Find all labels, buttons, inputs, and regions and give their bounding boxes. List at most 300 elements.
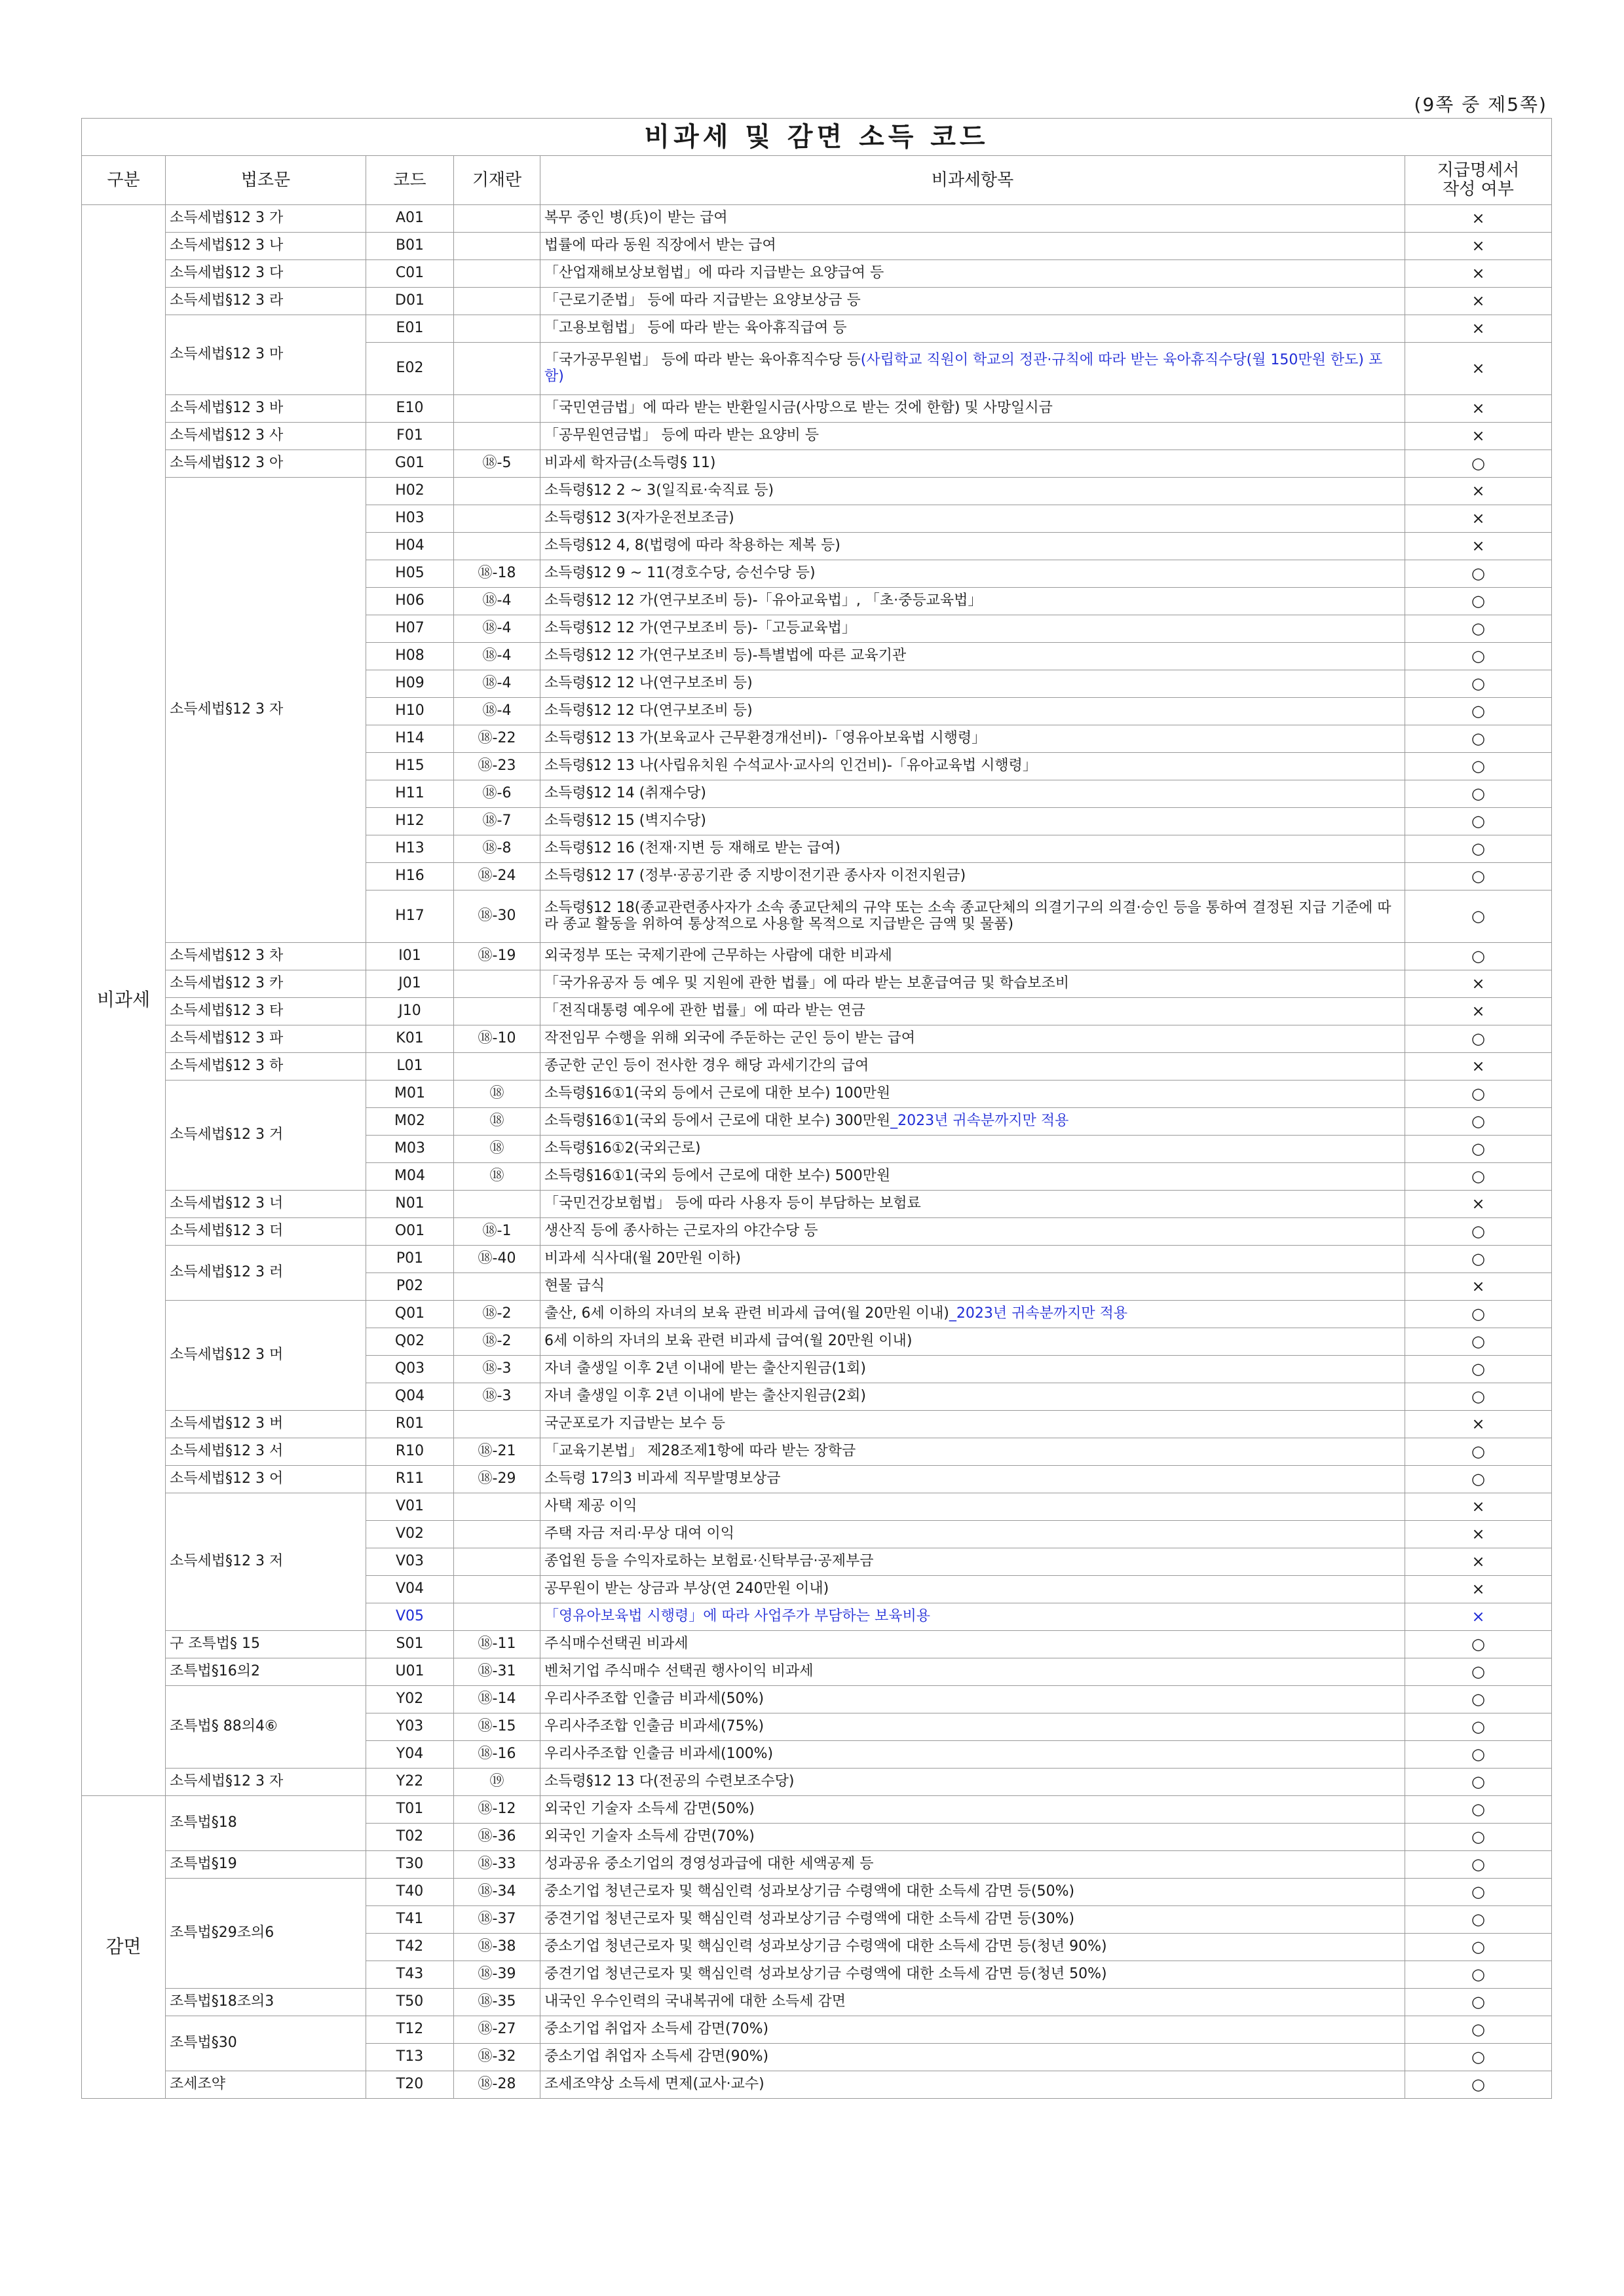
item-text: 조세조약상 소득세 면제(교사·교수) <box>544 2076 765 2093</box>
table-row <box>82 1218 1552 1246</box>
table-row <box>82 260 1552 288</box>
statement-mark: ○ <box>1405 1246 1552 1273</box>
item-cell <box>540 1961 1405 1989</box>
item-cell <box>540 1548 1405 1576</box>
item-cell <box>540 725 1405 753</box>
record-cell <box>454 395 540 423</box>
statement-mark: ○ <box>1405 780 1552 808</box>
item-cell <box>540 260 1405 288</box>
item-text: 소득령§12 4, 8(법령에 따라 착용하는 제복 등) <box>544 537 840 554</box>
code-cell: N01 <box>366 1191 454 1218</box>
item-note: _2023년 귀속분까지만 적용 <box>890 1113 1069 1130</box>
record-cell: ⑱-27 <box>454 2016 540 2044</box>
header-record: 기재란 <box>454 156 540 205</box>
code-cell: H13 <box>366 835 454 863</box>
law-cell: 소득세법§12 3 거 <box>166 1081 366 1191</box>
code-cell: H02 <box>366 478 454 505</box>
code-cell: T13 <box>366 2044 454 2071</box>
table-title: 비과세 및 감면 소득 코드 <box>82 119 1552 156</box>
statement-mark: ○ <box>1405 1989 1552 2016</box>
statement-mark: ○ <box>1405 1218 1552 1246</box>
record-cell: ⑱-39 <box>454 1961 540 1989</box>
item-cell <box>540 1356 1405 1383</box>
item-text: 종업원 등을 수익자로하는 보험료·신탁부금·공제부금 <box>544 1553 874 1570</box>
table-row <box>82 1989 1552 2016</box>
code-cell: V05 <box>366 1603 454 1631</box>
code-cell: Q01 <box>366 1301 454 1328</box>
statement-mark: ○ <box>1405 1906 1552 1934</box>
statement-mark: ○ <box>1405 1301 1552 1328</box>
law-cell: 소득세법§12 3 서 <box>166 1438 366 1466</box>
statement-mark: ○ <box>1405 1081 1552 1108</box>
record-cell <box>454 1493 540 1521</box>
record-cell: ⑱-4 <box>454 615 540 643</box>
law-cell: 소득세법§12 3 차 <box>166 943 366 970</box>
item-cell <box>540 1466 1405 1493</box>
table-row <box>82 1851 1552 1879</box>
law-cell: 조특법§18조의3 <box>166 1989 366 2016</box>
item-cell <box>540 615 1405 643</box>
record-cell <box>454 1053 540 1081</box>
table-row <box>82 943 1552 970</box>
statement-mark: × <box>1405 505 1552 533</box>
record-cell <box>454 288 540 315</box>
statement-mark: × <box>1405 395 1552 423</box>
statement-mark: ○ <box>1405 615 1552 643</box>
code-cell: H14 <box>366 725 454 753</box>
code-cell: O01 <box>366 1218 454 1246</box>
statement-mark: ○ <box>1405 1879 1552 1906</box>
item-text: 비과세 학자금(소득령§ 11) <box>544 455 716 472</box>
item-text: 복무 중인 병(兵)이 받는 급여 <box>544 210 728 227</box>
record-cell: ⑱-22 <box>454 725 540 753</box>
table-row <box>82 450 1552 478</box>
record-cell <box>454 1411 540 1438</box>
record-cell: ⑱-16 <box>454 1741 540 1769</box>
record-cell: ⑱-31 <box>454 1658 540 1686</box>
record-cell: ⑱-30 <box>454 890 540 943</box>
item-text: 「국민건강보험법」 등에 따라 사용자 등이 부담하는 보험료 <box>544 1195 921 1212</box>
item-cell <box>540 1906 1405 1934</box>
item-cell <box>540 1191 1405 1218</box>
code-cell: H04 <box>366 533 454 560</box>
record-cell: ⑱-38 <box>454 1934 540 1961</box>
code-cell: T20 <box>366 2071 454 2099</box>
code-cell: H06 <box>366 588 454 615</box>
record-cell: ⑱-29 <box>454 1466 540 1493</box>
item-cell <box>540 1824 1405 1851</box>
item-cell <box>540 643 1405 670</box>
header-statement-line2: 작성 여부 <box>1443 180 1514 199</box>
code-cell: H12 <box>366 808 454 835</box>
item-cell <box>540 698 1405 725</box>
item-cell <box>540 808 1405 835</box>
statement-mark: ○ <box>1405 1438 1552 1466</box>
statement-mark: ○ <box>1405 1713 1552 1741</box>
item-cell <box>540 1796 1405 1824</box>
item-cell <box>540 1163 1405 1191</box>
statement-mark: ○ <box>1405 1328 1552 1356</box>
item-cell <box>540 1438 1405 1466</box>
statement-mark: ○ <box>1405 2016 1552 2044</box>
statement-mark: × <box>1405 1053 1552 1081</box>
item-text: 소득령§16①2(국외근로) <box>544 1140 701 1157</box>
code-cell: M02 <box>366 1108 454 1136</box>
code-cell: J10 <box>366 998 454 1025</box>
item-cell <box>540 998 1405 1025</box>
statement-mark: ○ <box>1405 943 1552 970</box>
item-cell <box>540 1053 1405 1081</box>
table-row <box>82 1246 1552 1273</box>
table-row <box>82 1438 1552 1466</box>
law-cell: 소득세법§12 3 타 <box>166 998 366 1025</box>
record-cell <box>454 1521 540 1548</box>
item-text: 소득령§12 9 ~ 11(경호수당, 승선수당 등) <box>544 565 816 582</box>
statement-mark: ○ <box>1405 1383 1552 1411</box>
table-row <box>82 288 1552 315</box>
item-text: 소득령§16①1(국외 등에서 근로에 대한 보수) 100만원 <box>544 1085 891 1102</box>
table-row <box>82 1493 1552 1521</box>
item-text: 「국가공무원법」 등에 따라 받는 육아휴직수당 등 <box>544 352 861 369</box>
code-cell: E02 <box>366 343 454 395</box>
item-text: 소득령§12 17 (정부·공공기관 중 지방이전기관 종사자 이전지원금) <box>544 868 966 885</box>
item-text: 주택 자금 저리·무상 대여 이익 <box>544 1525 734 1542</box>
record-cell <box>454 998 540 1025</box>
table-row <box>82 1466 1552 1493</box>
table-row <box>82 315 1552 343</box>
code-cell: T12 <box>366 2016 454 2044</box>
item-text: 주식매수선택권 비과세 <box>544 1636 689 1653</box>
record-cell <box>454 505 540 533</box>
item-text: 「교육기본법」 제28조제1항에 따라 받는 장학금 <box>544 1443 856 1460</box>
item-text: 외국인 기술자 소득세 감면(70%) <box>544 1828 755 1845</box>
code-cell: H11 <box>366 780 454 808</box>
statement-mark: × <box>1405 1191 1552 1218</box>
law-cell: 소득세법§12 3 아 <box>166 450 366 478</box>
statement-mark: ○ <box>1405 1934 1552 1961</box>
code-cell: V02 <box>366 1521 454 1548</box>
item-cell <box>540 1383 1405 1411</box>
item-text: 소득령§12 12 나(연구보조비 등) <box>544 675 753 692</box>
code-cell: I01 <box>366 943 454 970</box>
item-cell <box>540 1411 1405 1438</box>
statement-mark: ○ <box>1405 1851 1552 1879</box>
statement-mark: × <box>1405 1576 1552 1603</box>
statement-mark: × <box>1405 233 1552 260</box>
law-cell: 소득세법§12 3 버 <box>166 1411 366 1438</box>
statement-mark: × <box>1405 343 1552 395</box>
header-category: 구분 <box>82 156 166 205</box>
item-text: 「국민연금법」에 따라 받는 반환일시금(사망으로 받는 것에 한함) 및 사망일시금 <box>544 400 1053 417</box>
item-cell <box>540 560 1405 588</box>
statement-mark: ○ <box>1405 1769 1552 1796</box>
tax-code-table <box>81 118 1552 2099</box>
item-cell <box>540 1025 1405 1053</box>
table-row <box>82 395 1552 423</box>
table-row <box>82 1686 1552 1713</box>
statement-mark: ○ <box>1405 1631 1552 1658</box>
record-cell: ⑲ <box>454 1769 540 1796</box>
record-cell: ⑱-23 <box>454 753 540 780</box>
record-cell: ⑱ <box>454 1136 540 1163</box>
item-text: 공무원이 받는 상금과 부상(연 240만원 이내) <box>544 1580 829 1598</box>
code-cell: H05 <box>366 560 454 588</box>
table-row <box>82 2071 1552 2099</box>
item-cell <box>540 1769 1405 1796</box>
item-text: 소득령§12 15 (벽지수당) <box>544 813 706 830</box>
code-cell: V04 <box>366 1576 454 1603</box>
code-cell: Q03 <box>366 1356 454 1383</box>
record-cell: ⑱-19 <box>454 943 540 970</box>
law-cell: 소득세법§12 3 카 <box>166 970 366 998</box>
record-cell: ⑱-6 <box>454 780 540 808</box>
law-cell: 소득세법§12 3 바 <box>166 395 366 423</box>
statement-mark: ○ <box>1405 560 1552 588</box>
record-cell <box>454 1548 540 1576</box>
law-cell: 구 조특법§ 15 <box>166 1631 366 1658</box>
statement-mark: × <box>1405 205 1552 233</box>
item-cell <box>540 288 1405 315</box>
code-cell: Y03 <box>366 1713 454 1741</box>
item-cell <box>540 1989 1405 2016</box>
law-cell: 소득세법§12 3 파 <box>166 1025 366 1053</box>
item-cell <box>540 1108 1405 1136</box>
statement-mark: ○ <box>1405 2071 1552 2099</box>
code-cell: E01 <box>366 315 454 343</box>
record-cell <box>454 478 540 505</box>
item-cell <box>540 533 1405 560</box>
statement-mark: ○ <box>1405 1108 1552 1136</box>
item-text: 자녀 출생일 이후 2년 이내에 받는 출산지원금(2회) <box>544 1388 866 1405</box>
item-text: 현물 급식 <box>544 1278 605 1295</box>
record-cell: ⑱ <box>454 1163 540 1191</box>
statement-mark: ○ <box>1405 1658 1552 1686</box>
statement-mark: ○ <box>1405 1961 1552 1989</box>
law-cell: 소득세법§12 3 마 <box>166 315 366 395</box>
statement-mark: × <box>1405 970 1552 998</box>
code-cell: T01 <box>366 1796 454 1824</box>
code-cell: U01 <box>366 1658 454 1686</box>
statement-mark: ○ <box>1405 588 1552 615</box>
item-cell <box>540 970 1405 998</box>
code-cell: M04 <box>366 1163 454 1191</box>
record-cell: ⑱-35 <box>454 1989 540 2016</box>
law-cell: 소득세법§12 3 머 <box>166 1301 366 1411</box>
item-cell <box>540 343 1405 395</box>
statement-mark: × <box>1405 1521 1552 1548</box>
item-text: 소득령 17의3 비과세 직무발명보상금 <box>544 1470 781 1487</box>
statement-mark: × <box>1405 998 1552 1025</box>
statement-mark: × <box>1405 1548 1552 1576</box>
statement-mark: ○ <box>1405 753 1552 780</box>
item-text: 소득령§12 14 (취재수당) <box>544 785 706 802</box>
record-cell: ⑱-8 <box>454 835 540 863</box>
code-cell: R10 <box>366 1438 454 1466</box>
item-cell <box>540 395 1405 423</box>
item-text: 중견기업 청년근로자 및 핵심인력 성과보상기금 수령액에 대한 소득세 감면 등(30%) <box>544 1911 1075 1928</box>
record-cell: ⑱-18 <box>454 560 540 588</box>
code-cell: E10 <box>366 395 454 423</box>
item-cell <box>540 233 1405 260</box>
record-cell: ⑱ <box>454 1081 540 1108</box>
law-cell: 조특법§19 <box>166 1851 366 1879</box>
statement-mark: × <box>1405 533 1552 560</box>
law-cell: 조특법§30 <box>166 2016 366 2071</box>
item-cell <box>540 1713 1405 1741</box>
statement-mark: ○ <box>1405 698 1552 725</box>
table-row <box>82 998 1552 1025</box>
statement-mark: × <box>1405 1603 1552 1631</box>
record-cell: ⑱-37 <box>454 1906 540 1934</box>
code-cell: C01 <box>366 260 454 288</box>
code-cell: T02 <box>366 1824 454 1851</box>
item-text: 「전직대통령 예우에 관한 법률」에 따라 받는 연금 <box>544 1003 865 1020</box>
record-cell: ⑱-33 <box>454 1851 540 1879</box>
item-cell <box>540 205 1405 233</box>
item-cell <box>540 1934 1405 1961</box>
statement-mark: ○ <box>1405 1741 1552 1769</box>
record-cell <box>454 970 540 998</box>
law-cell: 소득세법§12 3 나 <box>166 233 366 260</box>
item-cell <box>540 1246 1405 1273</box>
code-cell: K01 <box>366 1025 454 1053</box>
record-cell: ⑱-14 <box>454 1686 540 1713</box>
item-text: 비과세 식사대(월 20만원 이하) <box>544 1250 741 1267</box>
code-cell: H15 <box>366 753 454 780</box>
record-cell: ⑱-40 <box>454 1246 540 1273</box>
item-cell <box>540 1658 1405 1686</box>
statement-mark: ○ <box>1405 1025 1552 1053</box>
category-cell: 비과세 <box>82 205 166 1796</box>
code-cell: H09 <box>366 670 454 698</box>
record-cell: ⑱-10 <box>454 1025 540 1053</box>
item-cell <box>540 1879 1405 1906</box>
item-cell <box>540 1218 1405 1246</box>
item-text: 「공무원연금법」 등에 따라 받는 요양비 등 <box>544 427 819 444</box>
item-cell <box>540 780 1405 808</box>
item-note: (사립학교 직원이 학교의 정관·규칙에 따라 받는 육아휴직수당(월 150만원 한도) 포함) <box>544 352 1383 385</box>
code-cell: H03 <box>366 505 454 533</box>
item-text: 소득령§12 12 가(연구보조비 등)-「유아교육법」, 「초·중등교육법」 <box>544 592 983 609</box>
item-text: 중소기업 청년근로자 및 핵심인력 성과보상기금 수령액에 대한 소득세 감면 등(청년 90%) <box>544 1938 1107 1955</box>
table-row <box>82 1879 1552 1906</box>
law-cell: 소득세법§12 3 너 <box>166 1191 366 1218</box>
law-cell: 소득세법§12 3 어 <box>166 1466 366 1493</box>
statement-mark: ○ <box>1405 1686 1552 1713</box>
item-text: 성과공유 중소기업의 경영성과급에 대한 세액공제 등 <box>544 1856 874 1873</box>
item-cell <box>540 1273 1405 1301</box>
item-text: 6세 이하의 자녀의 보육 관련 비과세 급여(월 20만원 이내) <box>544 1333 913 1350</box>
header-row <box>82 156 1552 205</box>
code-cell: A01 <box>366 205 454 233</box>
code-cell: H16 <box>366 863 454 890</box>
item-text: 소득령§12 2 ~ 3(일직료·숙직료 등) <box>544 482 774 499</box>
code-cell: P02 <box>366 1273 454 1301</box>
table-row <box>82 1658 1552 1686</box>
item-cell <box>540 1301 1405 1328</box>
table-row <box>82 1796 1552 1824</box>
item-text: 우리사주조합 인출금 비과세(50%) <box>544 1691 765 1708</box>
item-cell <box>540 835 1405 863</box>
table-row <box>82 1053 1552 1081</box>
law-cell: 조특법§18 <box>166 1796 366 1851</box>
law-cell: 소득세법§12 3 하 <box>166 1053 366 1081</box>
law-cell: 조특법§29조의6 <box>166 1879 366 1989</box>
item-text: 중소기업 취업자 소득세 감면(70%) <box>544 2021 769 2038</box>
record-cell: ⑱-3 <box>454 1383 540 1411</box>
item-cell <box>540 315 1405 343</box>
item-cell <box>540 2016 1405 2044</box>
item-text: 작전임무 수행을 위해 외국에 주둔하는 군인 등이 받는 급여 <box>544 1030 915 1047</box>
item-text: 자녀 출생일 이후 2년 이내에 받는 출산지원금(1회) <box>544 1360 866 1377</box>
statement-mark: × <box>1405 1411 1552 1438</box>
code-cell: D01 <box>366 288 454 315</box>
law-cell: 조특법§ 88의4⑥ <box>166 1686 366 1769</box>
statement-mark: ○ <box>1405 835 1552 863</box>
item-text: 출산, 6세 이하의 자녀의 보육 관련 비과세 급여(월 20만원 이내) <box>544 1305 949 1322</box>
record-cell: ⑱-1 <box>454 1218 540 1246</box>
record-cell: ⑱-21 <box>454 1438 540 1466</box>
record-cell: ⑱ <box>454 1108 540 1136</box>
item-cell <box>540 1136 1405 1163</box>
statement-mark: ○ <box>1405 1136 1552 1163</box>
code-cell: H17 <box>366 890 454 943</box>
item-text: 「근로기준법」 등에 따라 지급받는 요양보상금 등 <box>544 292 861 309</box>
table-row <box>82 205 1552 233</box>
record-cell: ⑱-34 <box>454 1879 540 1906</box>
item-text: 벤처기업 주식매수 선택권 행사이익 비과세 <box>544 1663 814 1680</box>
code-cell: Q02 <box>366 1328 454 1356</box>
item-text: 소득령§12 12 가(연구보조비 등)-특별법에 따른 교육기관 <box>544 647 907 664</box>
record-cell: ⑱-2 <box>454 1328 540 1356</box>
item-text: 중견기업 청년근로자 및 핵심인력 성과보상기금 수령액에 대한 소득세 감면 등(청년 50%) <box>544 1966 1107 1983</box>
law-cell: 조특법§16의2 <box>166 1658 366 1686</box>
item-text: 법률에 따라 동원 직장에서 받는 급여 <box>544 237 776 254</box>
item-cell <box>540 1328 1405 1356</box>
code-cell: L01 <box>366 1053 454 1081</box>
item-cell <box>540 1576 1405 1603</box>
code-cell: V01 <box>366 1493 454 1521</box>
category-cell: 감면 <box>82 1796 166 2099</box>
item-text: 소득령§16①1(국외 등에서 근로에 대한 보수) 300만원 <box>544 1113 891 1130</box>
statement-mark: × <box>1405 423 1552 450</box>
item-text: 소득령§12 3(자가운전보조금) <box>544 510 734 527</box>
item-text: 우리사주조합 인출금 비과세(100%) <box>544 1746 774 1763</box>
item-cell <box>540 588 1405 615</box>
item-cell <box>540 423 1405 450</box>
item-text: 우리사주조합 인출금 비과세(75%) <box>544 1718 765 1735</box>
statement-mark: ○ <box>1405 1466 1552 1493</box>
table-row <box>82 423 1552 450</box>
law-cell: 소득세법§12 3 라 <box>166 288 366 315</box>
record-cell: ⑱-4 <box>454 588 540 615</box>
statement-mark: ○ <box>1405 2044 1552 2071</box>
code-cell: T42 <box>366 1934 454 1961</box>
record-cell <box>454 260 540 288</box>
law-cell: 소득세법§12 3 사 <box>166 423 366 450</box>
header-code: 코드 <box>366 156 454 205</box>
code-cell: M01 <box>366 1081 454 1108</box>
item-text: 「국가유공자 등 예우 및 지원에 관한 법률」에 따라 받는 보훈급여금 및 학습보조비 <box>544 975 1069 992</box>
item-cell <box>540 1081 1405 1108</box>
record-cell: ⑱-5 <box>454 450 540 478</box>
item-cell <box>540 753 1405 780</box>
header-item: 비과세항목 <box>540 156 1405 205</box>
record-cell <box>454 1603 540 1631</box>
record-cell: ⑱-11 <box>454 1631 540 1658</box>
item-text: 생산직 등에 종사하는 근로자의 야간수당 등 <box>544 1223 818 1240</box>
item-cell <box>540 2044 1405 2071</box>
